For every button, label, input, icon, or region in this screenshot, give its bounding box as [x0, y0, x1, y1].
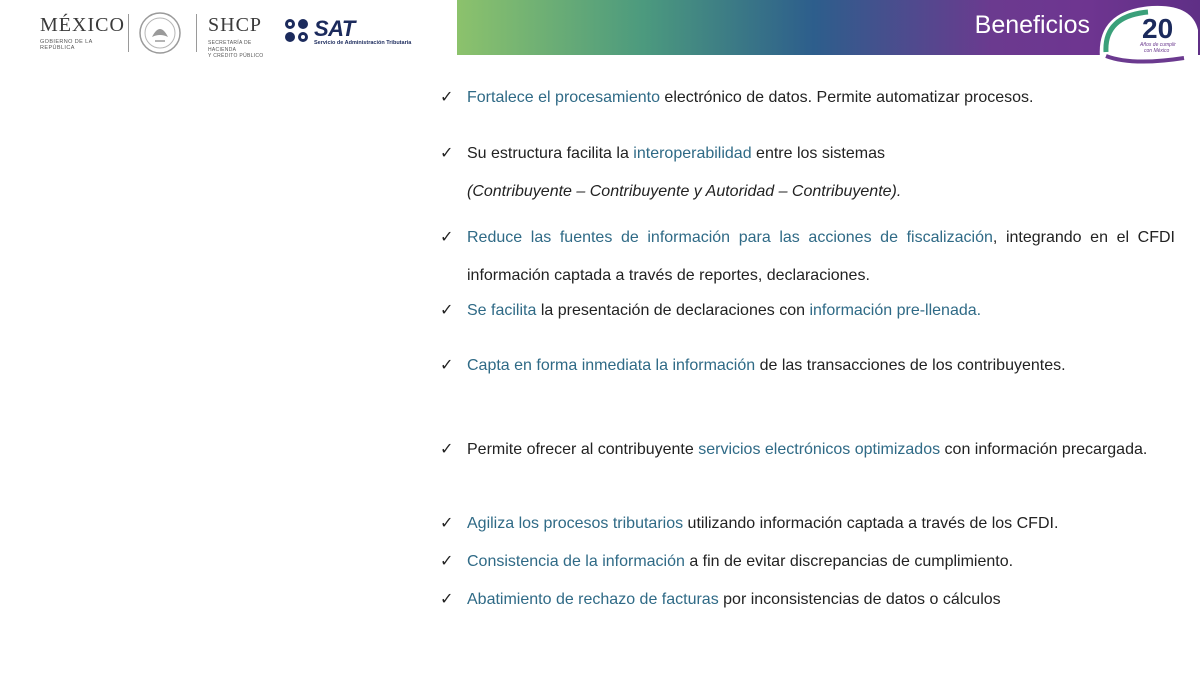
anniversary-line1: Años de cumplir [1140, 42, 1176, 48]
mexico-logo-name: MÉXICO [40, 14, 125, 36]
highlighted-text: Fortalece el procesamiento [467, 89, 660, 106]
checkmark-icon: ✓ [440, 591, 454, 608]
checkmark-icon: ✓ [440, 302, 454, 319]
benefit-item [440, 431, 1175, 469]
anniversary-number: 20 [1142, 13, 1174, 44]
checkmark-icon: ✓ [440, 441, 454, 458]
checkmark-icon: ✓ [440, 145, 454, 162]
mexico-logo [40, 14, 125, 51]
benefit-text: utilizando información captada a través de los CFDI. [683, 515, 1059, 532]
benefit-item [440, 88, 1175, 108]
shcp-logo-subtitle-2: Y CRÉDITO PÚBLICO [208, 53, 264, 59]
mexico-logo-subtitle: GOBIERNO DE LA REPÚBLICA [40, 39, 93, 51]
logo-divider [128, 14, 129, 52]
anniversary-badge-icon [1092, 0, 1200, 70]
checkmark-icon: ✓ [440, 515, 454, 532]
anniversary-years: 1997-2017 [1146, 54, 1168, 59]
logo-divider [196, 14, 197, 52]
benefit-text: con información precargada. [940, 441, 1148, 458]
highlighted-text: Capta en forma inmediata la información [467, 357, 756, 374]
benefit-item [440, 219, 1175, 295]
benefit-text: Su estructura facilita la [467, 145, 634, 162]
highlighted-text: interoperabilidad [633, 145, 752, 162]
benefit-text: por inconsistencias de datos o cálculos [718, 591, 1001, 608]
page-title: Beneficios [974, 11, 1090, 39]
highlighted-text: . [976, 302, 982, 319]
national-seal-icon [137, 11, 183, 55]
highlighted-text: Agiliza los procesos tributarios [467, 515, 684, 532]
highlighted-text: Reduce las fuentes de información para las acciones de fiscalización [467, 229, 993, 246]
highlighted-text: servicios electrónicos optimizados [698, 441, 941, 458]
benefit-text: , integrando en el CFDI información captada a través de reportes, declaraciones. [467, 229, 1176, 284]
benefit-item [440, 301, 1175, 321]
benefit-text: la presentación de declaraciones con [536, 302, 810, 319]
checkmark-icon: ✓ [440, 89, 454, 106]
benefit-text: de las transacciones de los contribuyentes. [755, 357, 1066, 374]
checkmark-icon: ✓ [440, 553, 454, 570]
highlighted-text: Se facilita [467, 302, 537, 319]
benefit-item [440, 135, 1175, 211]
benefit-text: Permite ofrecer al contribuyente [467, 441, 699, 458]
checkmark-icon: ✓ [440, 357, 454, 374]
highlighted-text: información pre-llenada [809, 302, 977, 319]
shcp-logo-name: SHCP [208, 14, 263, 36]
sat-logo-subtitle: Servicio de Administración Tributaria [314, 40, 412, 46]
benefit-item [440, 514, 1175, 534]
shcp-logo [208, 14, 278, 60]
benefit-text: electrónico de datos. Permite automatizar procesos. [659, 89, 1034, 106]
highlighted-text: Abatimiento de rechazo de facturas [467, 591, 719, 608]
checkmark-icon: ✓ [440, 229, 454, 246]
anniversary-line2: con México [1144, 48, 1170, 54]
shcp-logo-subtitle-1: SECRETARÍA DE HACIENDA [208, 40, 252, 53]
sat-dots-icon [284, 18, 310, 44]
italic-text: (Contribuyente – Contribuyente y Autoridad – Contribuyente). [467, 183, 902, 200]
benefit-item [440, 590, 1175, 610]
highlighted-text: Consistencia de la información [467, 553, 685, 570]
benefit-text: a fin de evitar discrepancias de cumplimiento. [684, 553, 1014, 570]
benefit-item [440, 347, 1175, 385]
benefit-text: entre los sistemas [751, 145, 885, 162]
sat-logo-name: SAT [314, 16, 355, 41]
title-banner [457, 0, 1200, 55]
benefit-item [440, 552, 1175, 572]
